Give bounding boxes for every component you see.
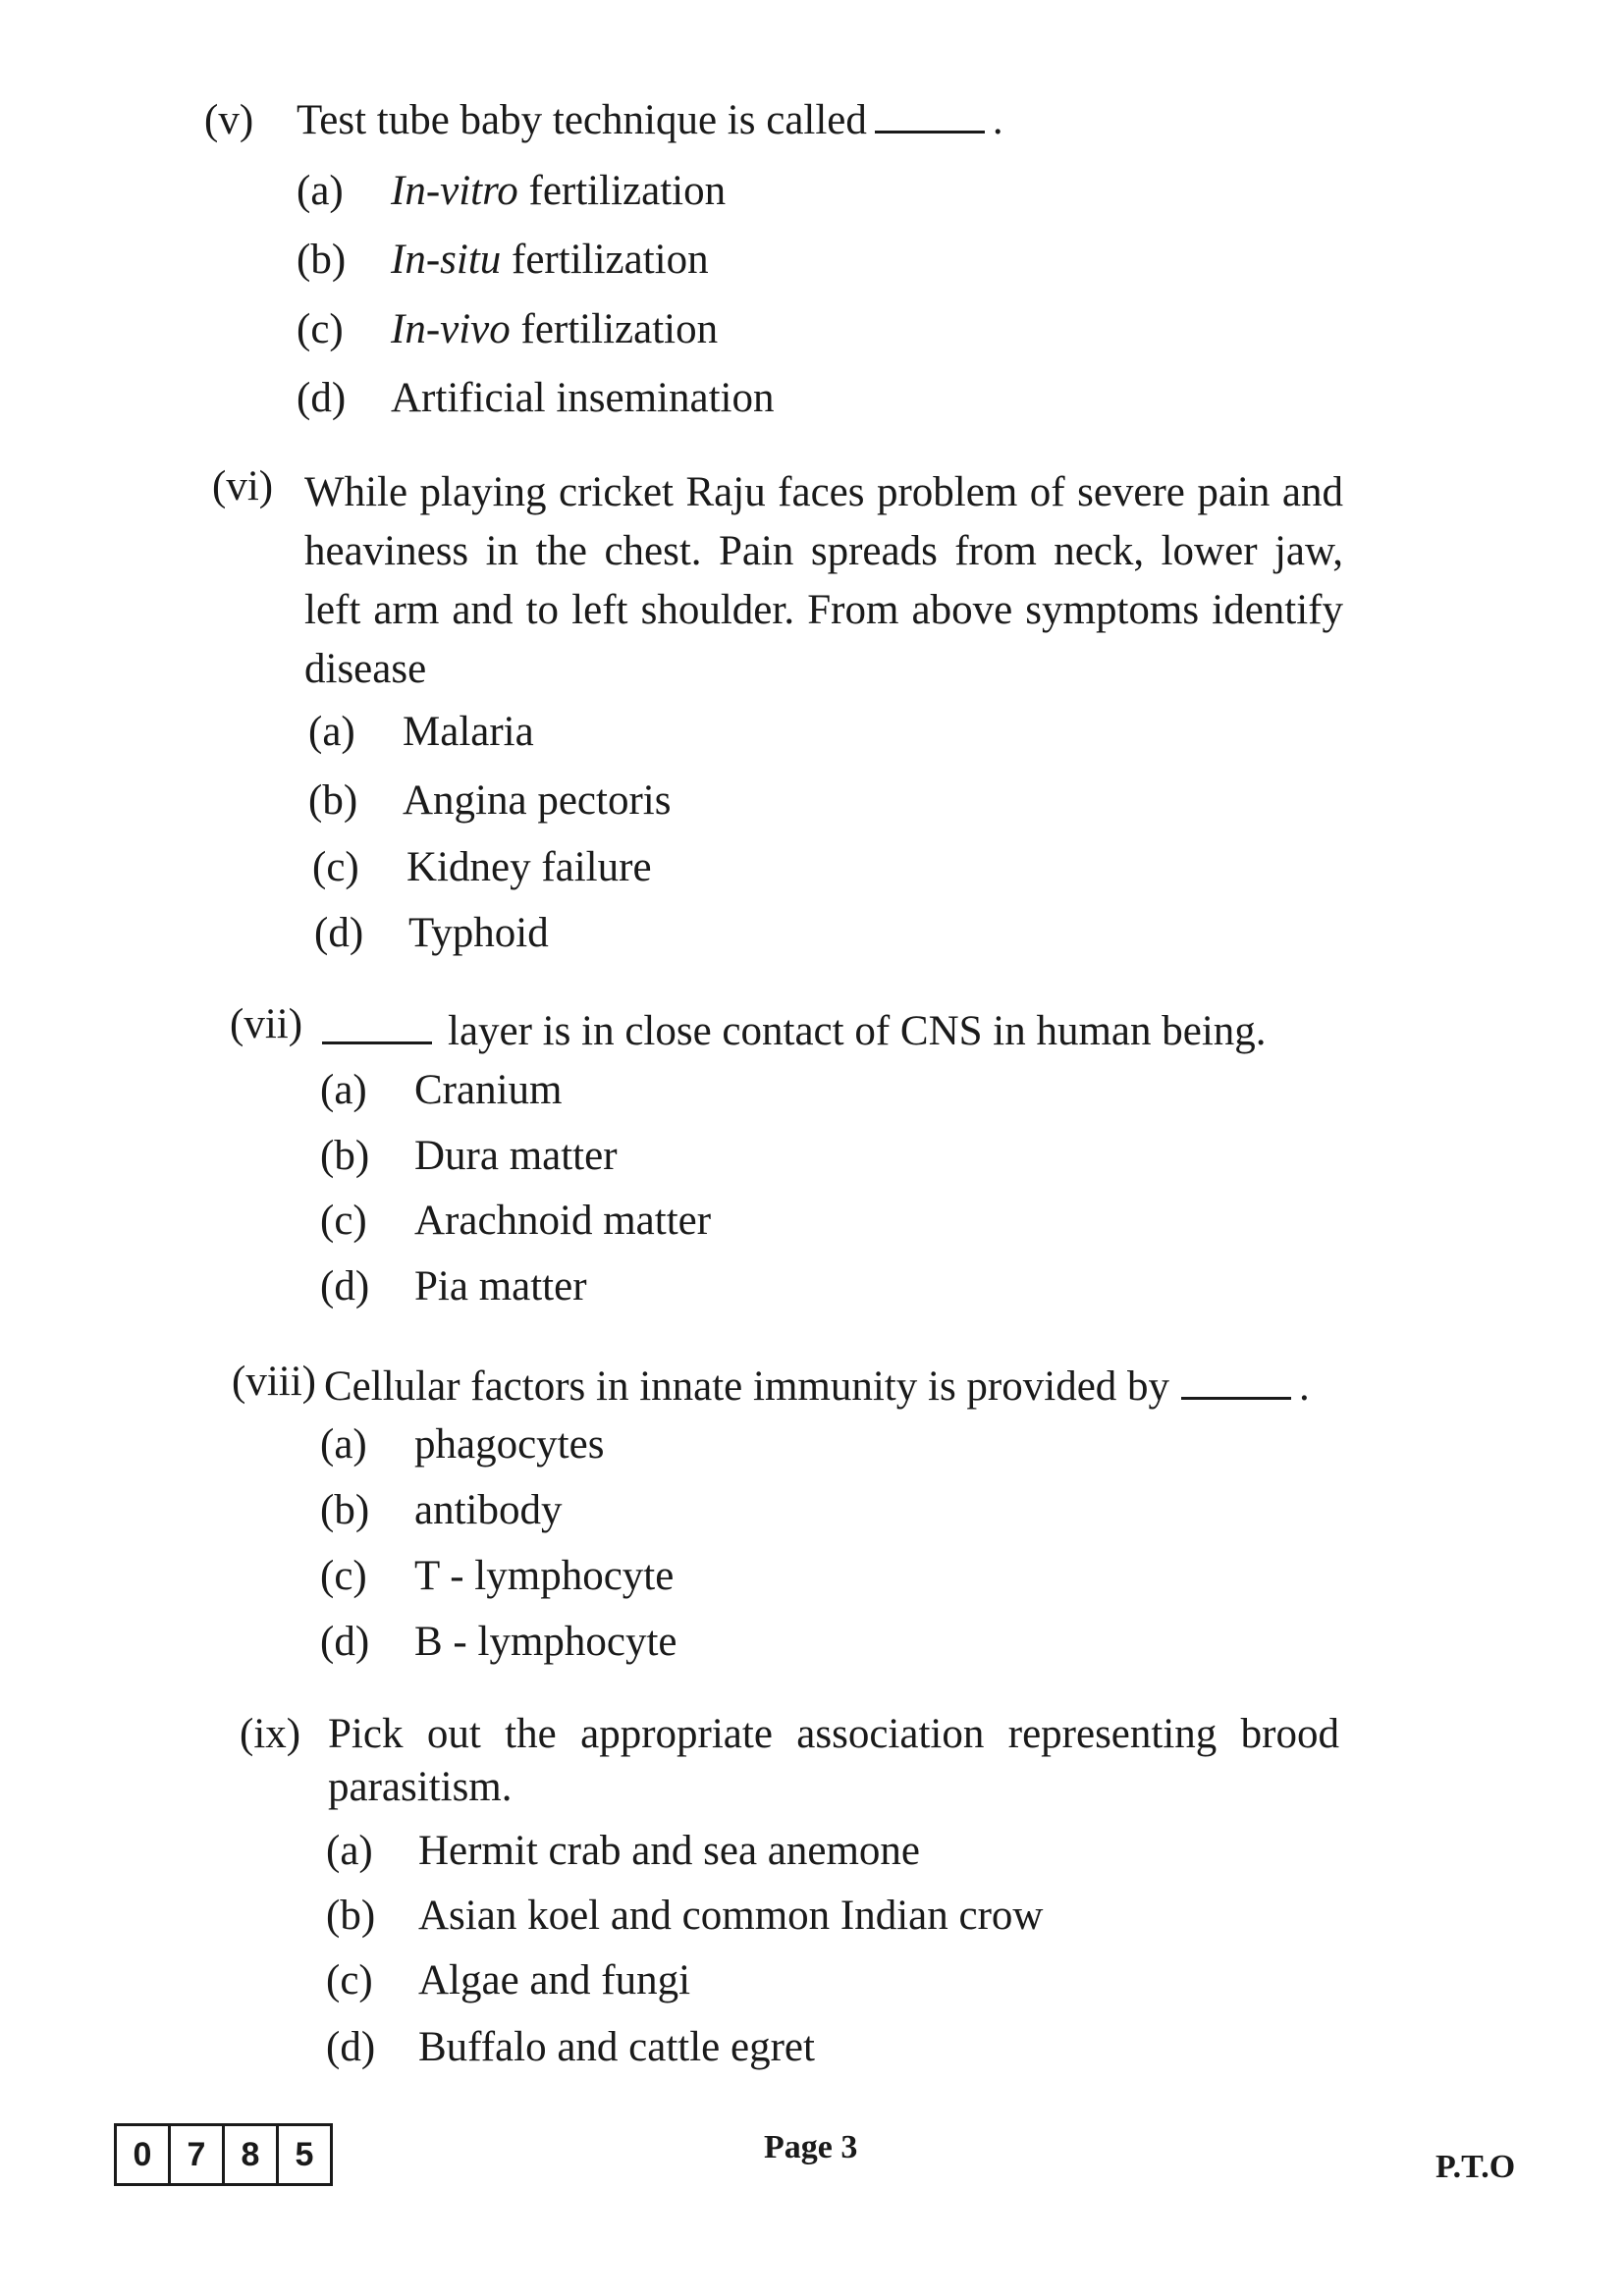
option-emphasis: In-situ [391,237,502,283]
option-text: Artificial insemination [391,375,775,421]
option-text: Angina pectoris [403,777,672,824]
option-b [320,1129,618,1184]
question-number: (v) [204,97,254,143]
option-label: (c) [297,306,344,352]
option-label: (c) [312,844,359,890]
option-text: antibody [414,1487,563,1533]
option-a [326,1824,920,1879]
option-b [308,774,671,828]
option-label: (d) [297,375,347,421]
answer-blank [875,95,985,133]
option-a [320,1417,604,1472]
option-d [314,906,549,961]
option-text: Buffalo and cattle egret [418,2024,815,2070]
paper-code-digit: 0 [117,2126,171,2183]
option-d [326,2020,815,2075]
option-text: Cranium [414,1067,563,1113]
option-a [320,1063,562,1118]
page-number: Page 3 [764,2129,858,2165]
option-text: Malaria [403,709,534,755]
option-label: (a) [308,709,355,755]
option-b [297,233,709,288]
option-c [312,840,652,895]
option-text: Dura matter [414,1133,618,1179]
option-text: Arachnoid matter [414,1198,712,1244]
question-number: (vi) [212,463,274,509]
option-a [297,164,726,219]
option-label: (b) [308,777,358,824]
question-number: (ix) [240,1711,301,1757]
option-text: Hermit crab and sea anemone [418,1828,920,1874]
question-text-before: Cellular factors in innate immunity is provided by [324,1363,1170,1410]
question-text [316,1003,1416,1060]
paper-code-digit: 5 [295,2136,314,2173]
option-text: fertilization [501,237,709,283]
option-label: (c) [320,1553,367,1599]
please-turn-over: P.T.O [1435,2149,1516,2185]
question-text-after: . [992,97,1003,143]
option-label: (a) [320,1067,367,1113]
option-label: (d) [314,910,364,956]
option-a [308,705,534,760]
option-text: Algae and fungi [418,1957,691,2003]
question-text-after: . [1299,1363,1310,1410]
option-text: phagocytes [414,1421,605,1468]
option-label: (d) [326,2024,376,2070]
option-label: (a) [320,1421,367,1468]
option-label: (b) [297,237,347,283]
option-b [326,1889,1043,1944]
answer-blank [322,1006,432,1044]
question-number: (vii) [230,1001,303,1047]
option-c [297,302,718,357]
option-label: (b) [326,1893,376,1939]
option-b [320,1483,562,1538]
option-text: fertilization [517,168,727,214]
question-text [324,1359,1443,1415]
question-text-before: Test tube baby technique is called [297,97,867,143]
option-label: (b) [320,1133,370,1179]
option-text: B - lymphocyte [414,1619,677,1665]
option-label: (d) [320,1263,370,1309]
option-d [320,1615,677,1670]
option-c [320,1549,674,1604]
option-label: (a) [297,168,344,214]
option-label: (c) [320,1198,367,1244]
option-text: Typhoid [408,910,549,956]
option-d [297,371,775,426]
option-d [320,1259,587,1314]
option-label: (c) [326,1957,373,2003]
paper-code-digit: 8 [225,2126,279,2183]
option-label: (b) [320,1487,370,1533]
option-text: T - lymphocyte [414,1553,675,1599]
option-label: (a) [326,1828,373,1874]
option-text: Pia matter [414,1263,587,1309]
option-c [326,1953,690,2008]
option-text: Kidney failure [406,844,652,890]
question-text: While playing cricket Raju faces problem of severe pain and heaviness in the chest. Pain spreads from neck, lower jaw, left arm and to left shoulder. From above symptoms identify disease [304,469,1343,692]
option-text: Asian koel and common Indian crow [418,1893,1044,1939]
question-number: (viii) [232,1359,316,1405]
question-text [297,92,1435,149]
option-emphasis: In-vitro [391,168,518,214]
paper-code-boxes [114,2123,333,2186]
option-emphasis: In-vivo [391,306,511,352]
answer-blank [1181,1362,1291,1400]
question-text-after: layer is in close contact of CNS in human being. [448,1008,1267,1054]
option-c [320,1194,711,1249]
option-label: (d) [320,1619,370,1665]
paper-code-digit: 7 [171,2126,225,2183]
option-text: fertilization [510,306,719,352]
question-text: Pick out the appropriate association representing brood parasitism. [328,1711,1339,1810]
